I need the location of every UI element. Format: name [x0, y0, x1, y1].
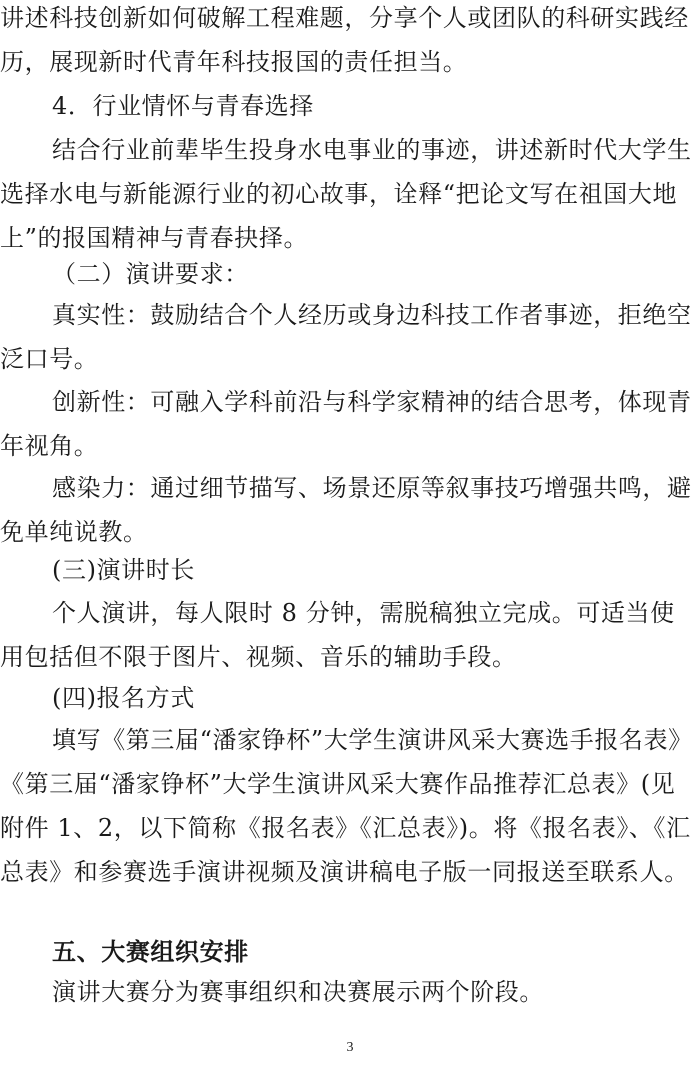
item-4-body: 结合行业前辈毕生投身水电事业的事迹，讲述新时代大学生选择水电与新能源行业的初心故事，诠释“把论文写在祖国大地上”的报国精神与青春抉择。 [0, 136, 692, 252]
section-5-heading: 五、大赛组织安排 [52, 938, 249, 966]
section-5-body: 演讲大赛分为赛事组织和决赛展示两个阶段。 [52, 978, 544, 1006]
section-4-title: (四)报名方式 [52, 684, 195, 712]
section-3-body: 个人演讲，每人限时 8 分钟，需脱稿独立完成。可适当使用包括但不限于图片、视频、音乐的辅助手段。 [0, 599, 675, 671]
section-4-body: 填写《第三届“潘家铮杯”大学生演讲风采大赛选手报名表》《第三届“潘家铮杯”大学生演讲风采大赛作品推荐汇总表》(见附件 1、2，以下简称《报名表》《汇总表》)。将《报名表》、《汇总表》和参赛选手演讲视频及演讲稿电子版一同报送至联系人。 [0, 726, 691, 886]
requirement-appeal: 感染力：通过细节描写、场景还原等叙事技巧增强共鸣，避免单纯说教。 [0, 474, 692, 546]
paragraph-tech-innovation-continued: 讲述科技创新如何破解工程难题，分享个人或团队的科研实践经历，展现新时代青年科技报国的责任担当。 [0, 4, 689, 76]
requirement-authenticity: 真实性：鼓励结合个人经历或身边科技工作者事迹，拒绝空泛口号。 [0, 301, 692, 373]
section-3-title: (三)演讲时长 [52, 556, 195, 584]
item-4-title: 4．行业情怀与青春选择 [52, 92, 314, 120]
requirement-innovation: 创新性：可融入学科前沿与科学家精神的结合思考，体现青年视角。 [0, 388, 692, 460]
page-number: 3 [346, 1040, 354, 1055]
section-2-title: （二）演讲要求： [52, 260, 249, 288]
